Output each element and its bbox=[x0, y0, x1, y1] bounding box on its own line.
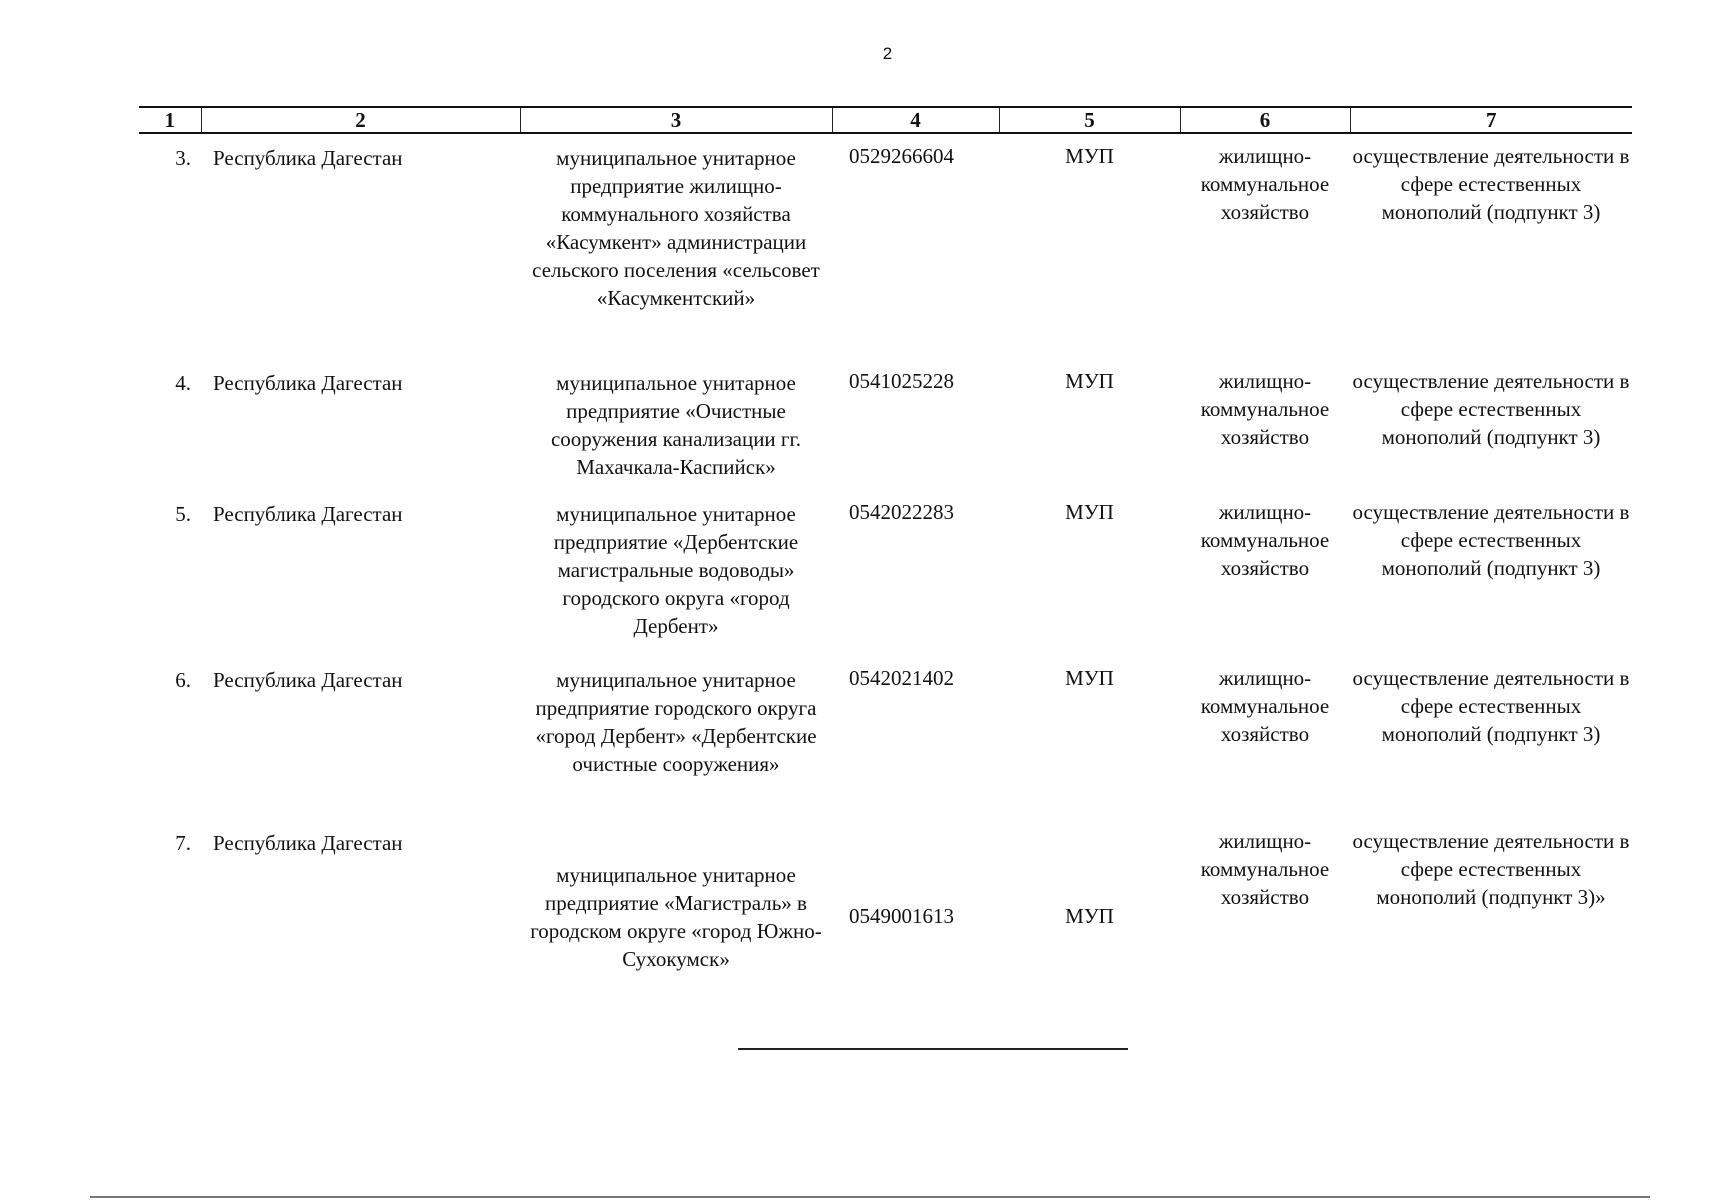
row-number: 4. bbox=[175, 371, 191, 395]
basis-cell: осуществление деятельности в сфере естественных монополий (подпункт 3) bbox=[1352, 500, 1630, 580]
table-row bbox=[139, 490, 1632, 656]
row-number: 5. bbox=[175, 502, 191, 526]
region-cell: Республика Дагестан bbox=[213, 668, 403, 692]
closing-divider bbox=[738, 1048, 1128, 1050]
basis-cell: осуществление деятельности в сфере естественных монополий (подпункт 3) bbox=[1352, 666, 1630, 746]
page-bottom-edge bbox=[90, 1196, 1650, 1198]
column-header-6: 6 bbox=[1180, 107, 1350, 133]
inn-cell: 0541025228 bbox=[849, 369, 954, 393]
enterprise-name-cell: муниципальное унитарное предприятие «Очистные сооружения канализации гг. Махачкала-Каспийск» bbox=[550, 371, 802, 479]
legal-form-cell: МУП bbox=[1065, 904, 1114, 928]
table-header bbox=[139, 107, 1632, 133]
row-number: 6. bbox=[175, 668, 191, 692]
sphere-cell: жилищно-коммунальное хозяйство bbox=[1200, 829, 1330, 909]
legal-form-cell: МУП bbox=[1065, 144, 1114, 168]
legal-form-cell: МУП bbox=[1065, 369, 1114, 393]
basis-cell: осуществление деятельности в сфере естественных монополий (подпункт 3)» bbox=[1352, 829, 1630, 909]
region-cell: Республика Дагестан bbox=[213, 502, 403, 526]
table-row bbox=[139, 133, 1632, 359]
column-header-4: 4 bbox=[832, 107, 999, 133]
enterprise-name-cell: муниципальное унитарное предприятие жилищно-коммунального хозяйства «Касумкент» администрации сельского поселения «сельсовет «Касумкентский» bbox=[532, 146, 820, 310]
column-header-2: 2 bbox=[201, 107, 520, 133]
region-cell: Республика Дагестан bbox=[213, 831, 403, 855]
legal-form-cell: МУП bbox=[1065, 666, 1114, 690]
legal-form-cell: МУП bbox=[1065, 500, 1114, 524]
basis-cell: осуществление деятельности в сфере естественных монополий (подпункт 3) bbox=[1352, 369, 1630, 449]
inn-cell: 0549001613 bbox=[849, 904, 954, 928]
enterprise-name-cell: муниципальное унитарное предприятие «Дербентские магистральные водоводы» городского округа «город Дербент» bbox=[553, 502, 799, 638]
region-cell: Республика Дагестан bbox=[213, 146, 403, 170]
sphere-cell: жилищно-коммунальное хозяйство bbox=[1200, 500, 1330, 580]
enterprise-name-cell: муниципальное унитарное предприятие «Магистраль» в городском округе «город Южно-Сухокумск» bbox=[530, 863, 822, 971]
sphere-cell: жилищно-коммунальное хозяйство bbox=[1200, 369, 1330, 449]
row-number: 7. bbox=[175, 831, 191, 855]
basis-cell: осуществление деятельности в сфере естественных монополий (подпункт 3) bbox=[1352, 144, 1630, 224]
column-header-3: 3 bbox=[520, 107, 832, 133]
document-table-container bbox=[139, 106, 1632, 1102]
column-header-5: 5 bbox=[999, 107, 1180, 133]
row-number: 3. bbox=[175, 146, 191, 170]
table-row bbox=[139, 819, 1632, 1102]
table-row bbox=[139, 656, 1632, 819]
column-header-1: 1 bbox=[139, 107, 201, 133]
enterprise-table bbox=[139, 106, 1632, 1102]
sphere-cell: жилищно-коммунальное хозяйство bbox=[1200, 666, 1330, 746]
page-number: 2 bbox=[882, 44, 893, 63]
column-header-7: 7 bbox=[1350, 107, 1632, 133]
inn-cell: 0542021402 bbox=[849, 666, 954, 690]
region-cell: Республика Дагестан bbox=[213, 371, 403, 395]
inn-cell: 0529266604 bbox=[849, 144, 954, 168]
enterprise-name-cell: муниципальное унитарное предприятие городского округа «город Дербент» «Дербентские очистные сооружения» bbox=[535, 668, 817, 776]
table-row bbox=[139, 359, 1632, 490]
sphere-cell: жилищно-коммунальное хозяйство bbox=[1200, 144, 1330, 224]
inn-cell: 0542022283 bbox=[849, 500, 954, 524]
